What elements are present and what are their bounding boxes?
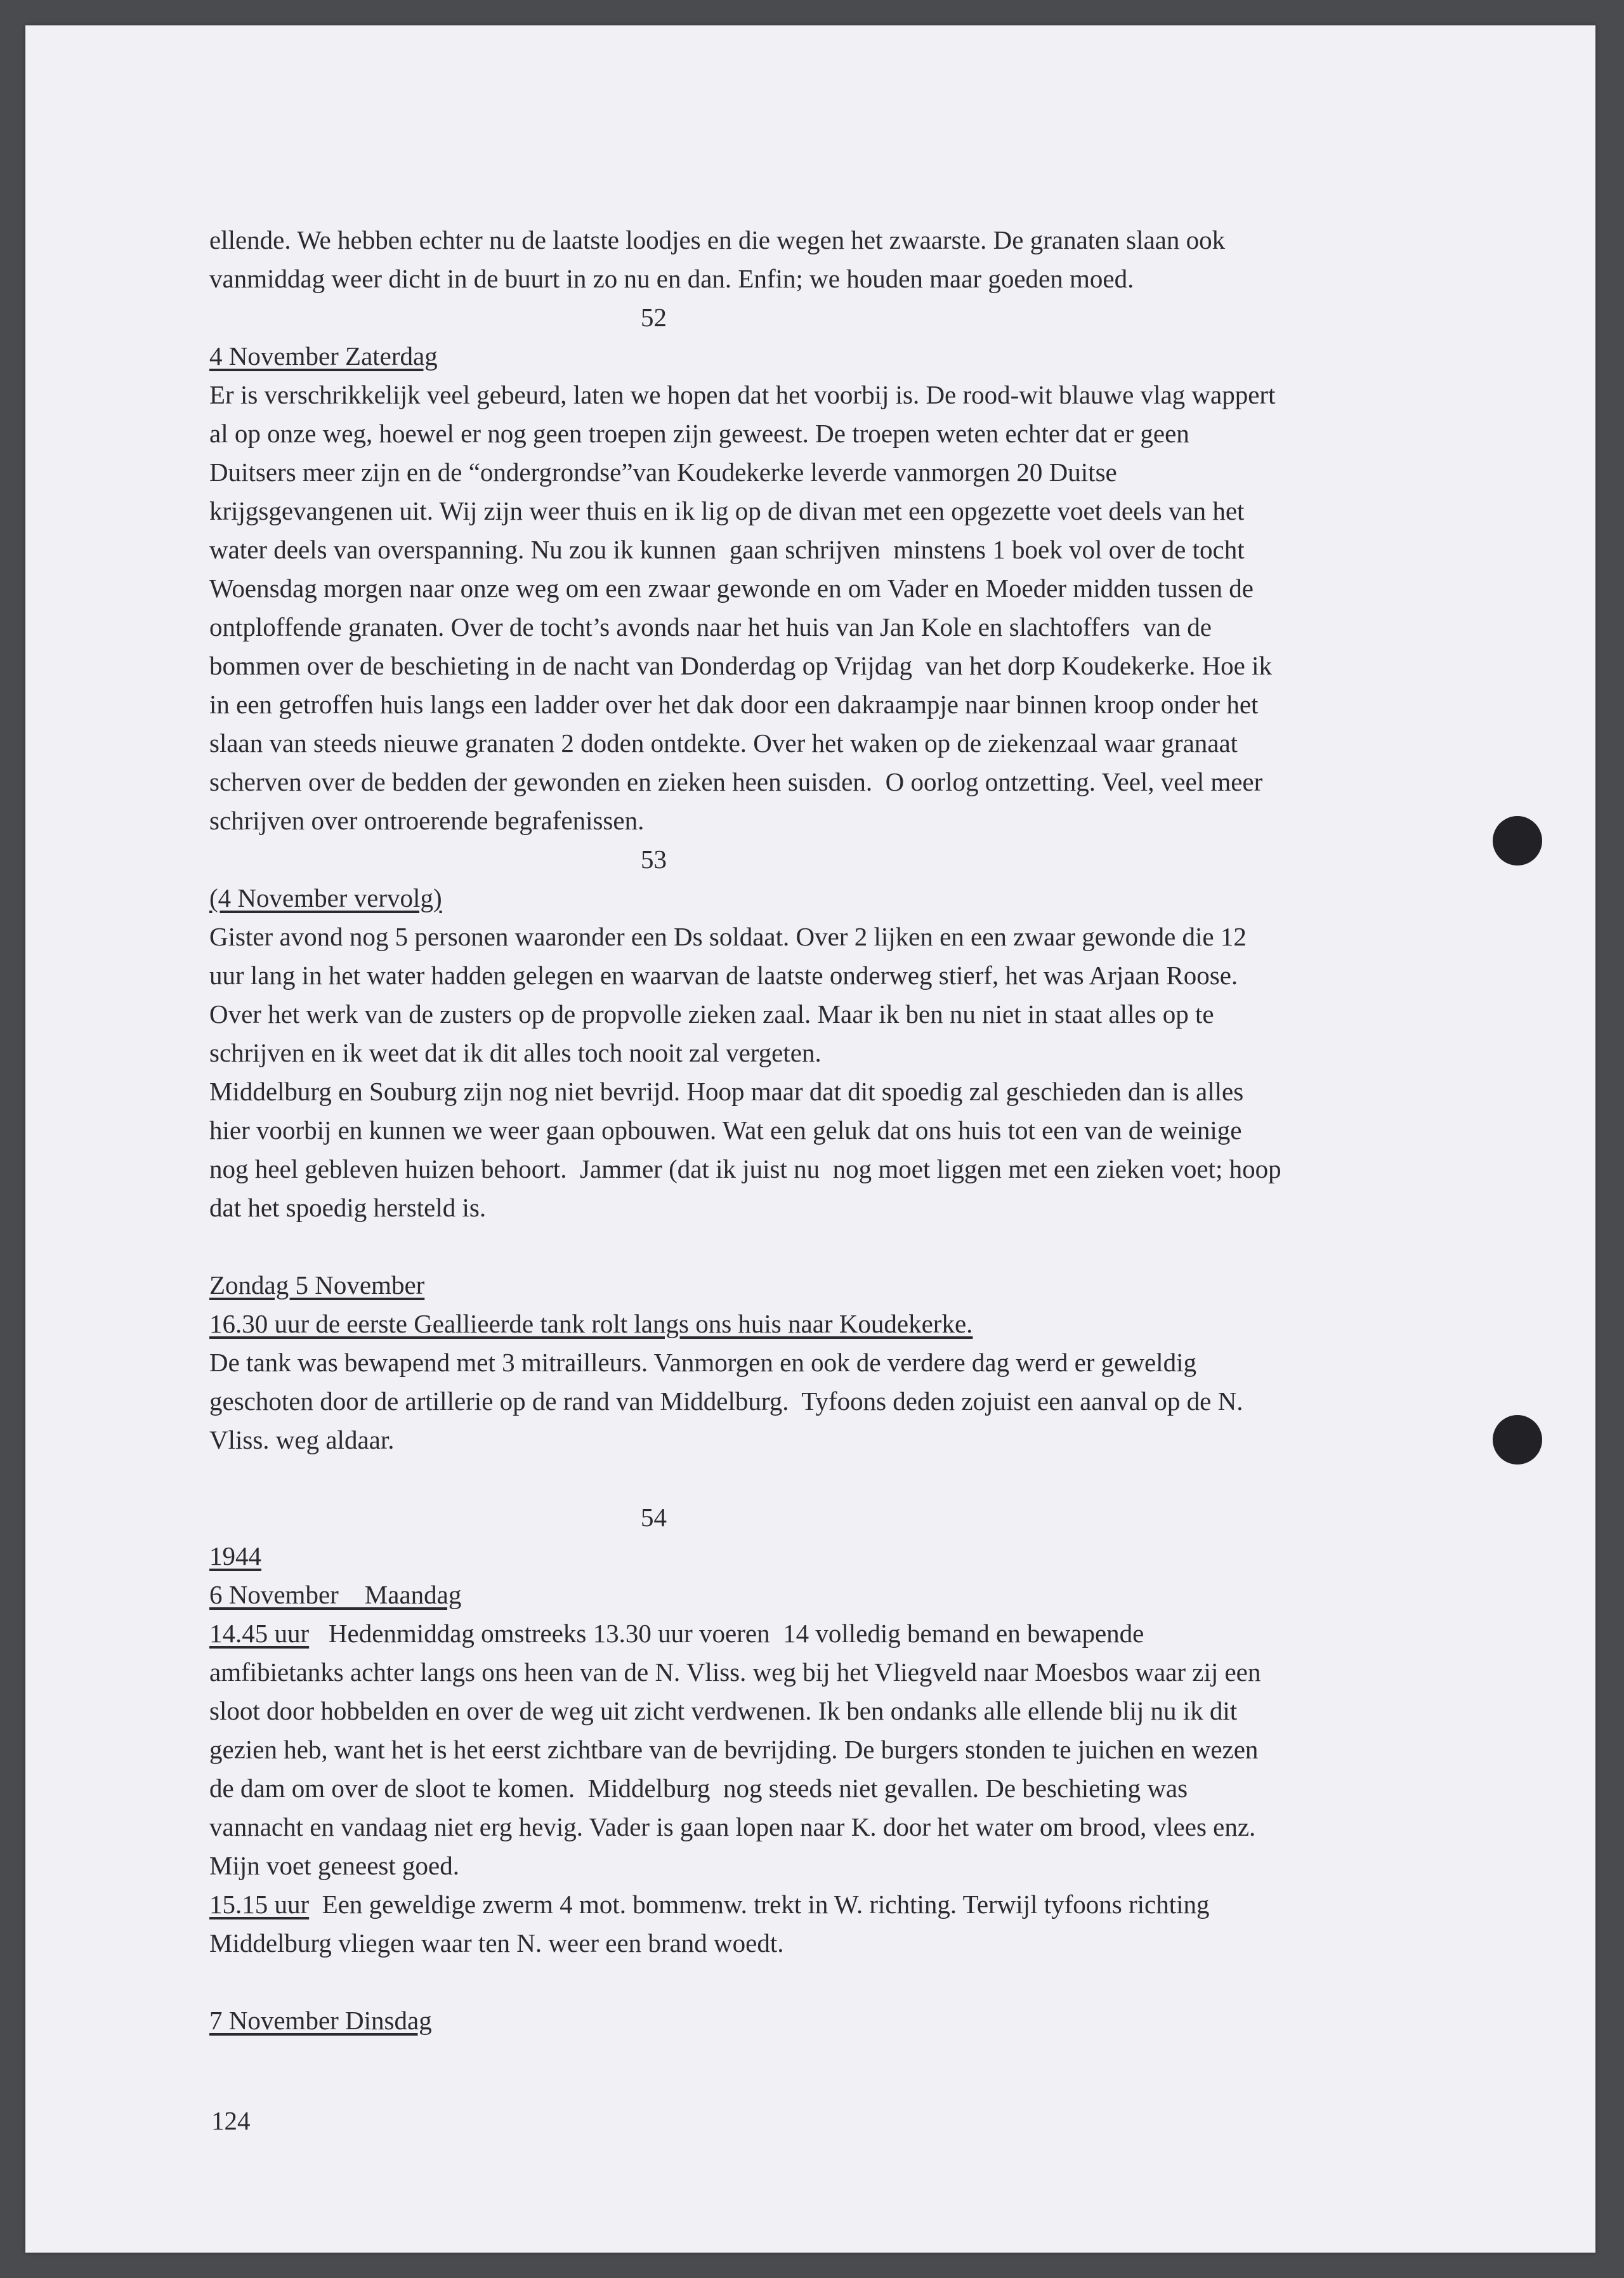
manuscript-page-number: 53 bbox=[641, 845, 667, 874]
heading-line bbox=[209, 1266, 1434, 1305]
heading-line bbox=[209, 337, 1434, 376]
text-line: De tank was bewapend met 3 mitrailleurs. Vanmorgen en ook de verdere dag werd er geweldig bbox=[209, 1348, 1196, 1377]
heading-line bbox=[209, 1305, 1434, 1343]
text-line: amfibietanks achter langs ons heen van de N. Vliss. weg bij het Vliegveld naar Moesbos waar zij een bbox=[209, 1657, 1261, 1687]
entry-heading: 16.30 uur de eerste Geallieerde tank rolt langs ons huis naar Koudekerke. bbox=[209, 1309, 973, 1338]
text-line: scherven over de bedden der gewonden en zieken heen suisden. O oorlog ontzetting. Veel, veel meer bbox=[209, 767, 1263, 796]
text-line: dat het spoedig hersteld is. bbox=[209, 1193, 487, 1222]
punch-hole-bottom bbox=[1493, 1415, 1542, 1465]
text-line: krijgsgevangenen uit. Wij zijn weer thuis en ik lig op de divan met een opgezette voet deels van het bbox=[209, 496, 1245, 525]
text-line: ontploffende granaten. Over de tocht’s avonds naar het huis van Jan Kole en slachtoffers van de bbox=[209, 612, 1212, 642]
entry-time: 15.15 uur bbox=[209, 1890, 310, 1919]
text-line: de dam om over de sloot te komen. Middelburg nog steeds niet gevallen. De beschieting was bbox=[209, 1774, 1188, 1803]
heading-line bbox=[209, 1537, 1434, 1576]
text-line: geschoten door de artillerie op de rand van Middelburg. Tyfoons deden zojuist een aanval op de N. bbox=[209, 1386, 1243, 1416]
text-line: gezien heb, want het is het eerst zichtbare van de bevrijding. De burgers stonden te juichen en wezen bbox=[209, 1735, 1259, 1764]
timed-entry-line bbox=[209, 1614, 1434, 1653]
text-line: Gister avond nog 5 personen waaronder een Ds soldaat. Over 2 lijken en een zwaar gewonde die 12 bbox=[209, 922, 1247, 951]
text-line: bommen over de beschieting in de nacht van Donderdag op Vrijdag van het dorp Koudekerke. Hoe ik bbox=[209, 651, 1273, 680]
text-line: Vliss. weg aldaar. bbox=[209, 1425, 395, 1454]
punch-hole-top bbox=[1493, 816, 1542, 866]
entry-heading: 1944 bbox=[209, 1541, 261, 1570]
text-line: in een getroffen huis langs een ladder over het dak door een dakraampje naar binnen kroop onder het bbox=[209, 690, 1259, 719]
text-line: slaan van steeds nieuwe granaten 2 doden ontdekte. Over het waken op de ziekenzaal waar granaat bbox=[209, 728, 1238, 758]
heading-line bbox=[209, 879, 1434, 918]
text-line: ellende. We hebben echter nu de laatste loodjes en die wegen het zwaarste. De granaten slaan ook bbox=[209, 225, 1226, 254]
text-line: water deels van overspanning. Nu zou ik kunnen gaan schrijven minstens 1 boek vol over de tocht bbox=[209, 535, 1245, 564]
heading-line bbox=[209, 1576, 1434, 1614]
entry-heading: 6 November Maandag bbox=[209, 1580, 462, 1609]
text-line: Duitsers meer zijn en de “ondergrondse”van Koudekerke leverde vanmorgen 20 Duitse bbox=[209, 458, 1117, 487]
text-line: Er is verschrikkelijk veel gebeurd, laten we hopen dat het voorbij is. De rood-wit blauwe vlag wappert bbox=[209, 380, 1276, 409]
manuscript-page-number: 52 bbox=[641, 303, 667, 332]
entry-heading: (4 November vervolg) bbox=[209, 883, 442, 912]
heading-line bbox=[209, 2001, 1434, 2040]
blank-line bbox=[209, 1227, 1434, 1266]
text-line: hier voorbij en kunnen we weer gaan opbouwen. Wat een geluk dat ons huis tot een van de weinige bbox=[209, 1116, 1242, 1145]
text-line: Middelburg vliegen waar ten N. weer een brand woedt. bbox=[209, 1928, 784, 1958]
text-line: al op onze weg, hoewel er nog geen troepen zijn geweest. De troepen weten echter dat er geen bbox=[209, 419, 1189, 448]
entry-heading: Zondag 5 November bbox=[209, 1270, 425, 1300]
entry-heading: 7 November Dinsdag bbox=[209, 2006, 432, 2035]
text-line: schrijven over ontroerende begrafenissen. bbox=[209, 806, 645, 835]
manuscript-page-number: 54 bbox=[641, 1503, 667, 1532]
blank-line bbox=[209, 1459, 1434, 1498]
blank-line bbox=[209, 1963, 1434, 2001]
text-line: Mijn voet geneest goed. bbox=[209, 1851, 459, 1880]
text-line: schrijven en ik weet dat ik dit alles toch nooit zal vergeten. bbox=[209, 1038, 822, 1067]
entry-text: Hedenmiddag omstreeks 13.30 uur voeren 14 volledig bemand en bewapende bbox=[309, 1619, 1144, 1648]
entry-heading: 4 November Zaterdag bbox=[209, 341, 438, 371]
text-line: nog heel gebleven huizen behoort. Jammer (dat ik juist nu nog moet liggen met een zieken voet; hoop bbox=[209, 1154, 1281, 1183]
entry-text: Een geweldige zwerm 4 mot. bommenw. trekt in W. richting. Terwijl tyfoons richting bbox=[309, 1890, 1210, 1919]
text-line: vanmiddag weer dicht in de buurt in zo nu en dan. Enfin; we houden maar goeden moed. bbox=[209, 264, 1134, 293]
text-line: uur lang in het water hadden gelegen en waarvan de laatste onderweg stierf, het was Arjaan Roose. bbox=[209, 961, 1238, 990]
text-line: sloot door hobbelden en over de weg uit zicht verdwenen. Ik ben ondanks alle ellende blij nu ik dit bbox=[209, 1696, 1238, 1725]
text-line: vannacht en vandaag niet erg hevig. Vader is gaan lopen naar K. door het water om brood, vlees enz. bbox=[209, 1812, 1256, 1841]
footer-page-number: 124 bbox=[211, 2106, 251, 2135]
diary-text bbox=[209, 221, 1434, 2040]
entry-time: 14.45 uur bbox=[209, 1619, 310, 1648]
text-line: Over het werk van de zusters op de propvolle zieken zaal. Maar ik ben nu niet in staat alles op te bbox=[209, 999, 1214, 1029]
text-line: Woensdag morgen naar onze weg om een zwaar gewonde en om Vader en Moeder midden tussen de bbox=[209, 574, 1254, 603]
text-line: Middelburg en Souburg zijn nog niet bevrijd. Hoop maar dat dit spoedig zal geschieden dan is alles bbox=[209, 1077, 1244, 1106]
timed-entry-line bbox=[209, 1885, 1434, 1924]
